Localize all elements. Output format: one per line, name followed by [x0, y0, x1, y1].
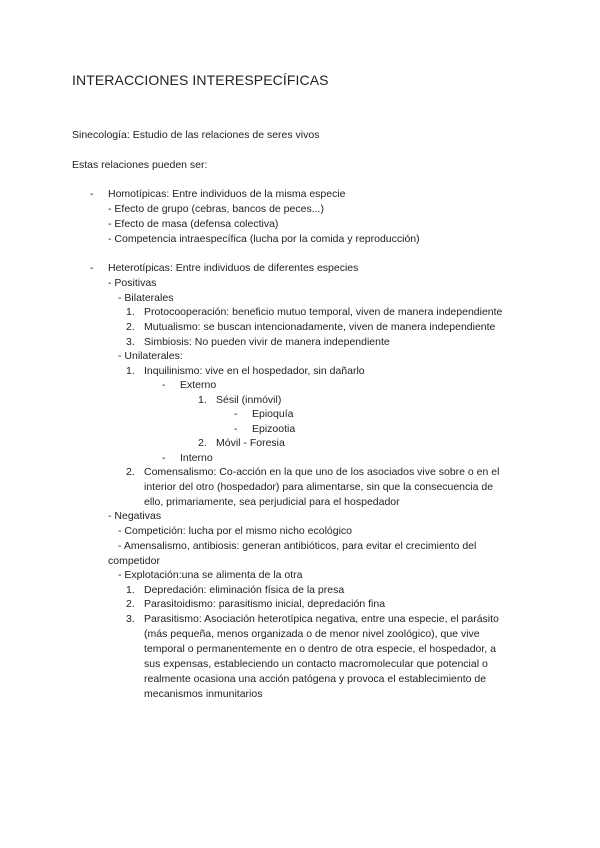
negativas-heading: - Negativas	[108, 510, 162, 522]
list-item: Sésil (inmóvil)	[216, 394, 282, 406]
list-number: 1.	[126, 365, 135, 377]
list-bullet: -	[234, 408, 238, 420]
explotacion-heading: - Explotación:una se alimenta de la otra	[118, 569, 303, 581]
list-bullet: -	[162, 452, 166, 464]
paragraph-line: interior del otro (hospedador) para alimentarse, sin que la consecuencia de	[144, 481, 494, 493]
list-number: 1.	[198, 394, 207, 406]
paragraph-line: ello, primariamente, sea perjudicial para el hospedador	[144, 496, 400, 508]
paragraph-line: competidor	[108, 555, 160, 567]
list-bullet: -	[90, 188, 94, 200]
sinecologia-definition: Sinecología: Estudio de las relaciones de seres vivos	[72, 129, 320, 141]
list-item: Externo	[180, 379, 217, 391]
bilaterales-heading: - Bilaterales	[118, 292, 174, 304]
unilaterales-heading: - Unilaterales:	[118, 350, 183, 362]
list-item: Móvil - Foresia	[216, 437, 285, 449]
list-item: - Competición: lucha por el mismo nicho ecológico	[118, 525, 353, 537]
list-item: - Efecto de masa (defensa colectiva)	[108, 218, 279, 230]
list-item: Epizootia	[252, 423, 296, 435]
list-item: Parasitoidismo: parasitismo inicial, depredación fina	[144, 598, 386, 610]
list-number: 2.	[198, 437, 207, 449]
paragraph-line: Comensalismo: Co-acción en la que uno de los asociados vive sobre o en el	[144, 466, 500, 478]
list-number: 2.	[126, 598, 135, 610]
paragraph-line: temporal o permanentemente en o dentro de otra especie, el hospedador, a	[144, 643, 496, 655]
list-bullet: -	[234, 423, 238, 435]
list-number: 2.	[126, 466, 135, 478]
heterotipicas-heading: Heterotípicas: Entre individuos de diferentes especies	[108, 262, 359, 274]
paragraph-line: mecanismos inmunitarios	[144, 688, 263, 700]
page-title: INTERACCIONES INTERESPECÍFICAS	[72, 72, 329, 88]
relaciones-intro: Estas relaciones pueden ser:	[72, 159, 208, 171]
list-bullet: -	[90, 262, 94, 274]
paragraph-line: - Amensalismo, antibiosis: generan antibióticos, para evitar el crecimiento del	[118, 540, 477, 552]
paragraph-line: (más pequeña, menos organizada o de menor nivel zoológico), que vive	[144, 628, 480, 640]
list-item: - Efecto de grupo (cebras, bancos de peces...)	[108, 203, 324, 215]
list-item: Depredación: eliminación física de la presa	[144, 584, 345, 596]
paragraph-line: Parasitismo: Asociación heterotípica negativa, entre una especie, el parásito	[144, 613, 499, 625]
list-number: 1.	[126, 584, 135, 596]
list-item: Epioquía	[252, 408, 294, 420]
list-item: - Competencia intraespecífica (lucha por la comida y reproducción)	[108, 233, 420, 245]
list-item: Mutualismo: se buscan intencionadamente, viven de manera independiente	[144, 321, 496, 333]
list-number: 2.	[126, 321, 135, 333]
list-item: Simbiosis: No pueden vivir de manera independiente	[144, 336, 390, 348]
list-number: 3.	[126, 613, 135, 625]
list-item: Inquilinismo: vive en el hospedador, sin dañarlo	[144, 365, 365, 377]
list-item: Interno	[180, 452, 213, 464]
list-item: Protocooperación: beneficio mutuo temporal, viven de manera independiente	[144, 306, 503, 318]
homotipicas-heading: Homotípicas: Entre individuos de la misma especie	[108, 188, 346, 200]
list-number: 3.	[126, 336, 135, 348]
list-number: 1.	[126, 306, 135, 318]
paragraph-line: sus expensas, estableciendo un contacto macromolecular que potencial o	[144, 658, 488, 670]
positivas-heading: - Positivas	[108, 277, 157, 289]
list-bullet: -	[162, 379, 166, 391]
paragraph-line: realmente ocasiona una acción patógena y provoca el establecimiento de	[144, 673, 487, 685]
